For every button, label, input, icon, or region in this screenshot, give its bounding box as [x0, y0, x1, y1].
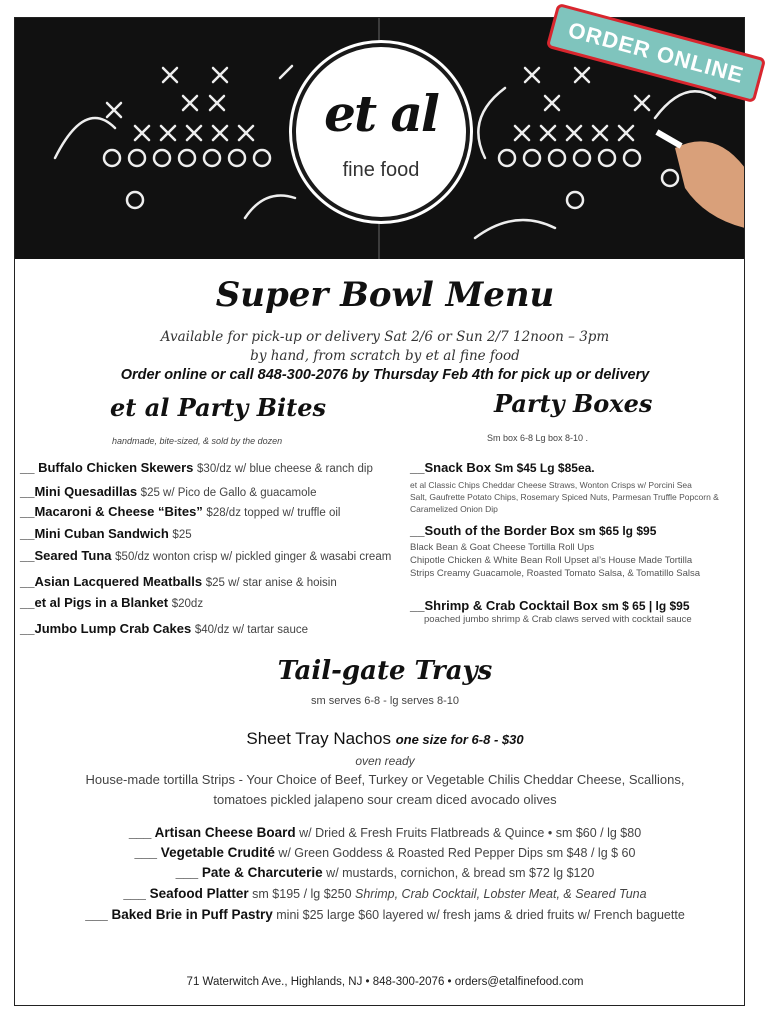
snack-box-item: __Snack Box Sm $45 Lg $85ea.: [410, 460, 595, 475]
list-item: __et al Pigs in a Blanket $20dz: [20, 595, 204, 610]
list-item: ___ Artisan Cheese Board w/ Dried & Fresh Fruits Flatbreads & Quince • sm $60 / lg $80: [128, 825, 642, 840]
shrimp-crab-box-item: __Shrimp & Crab Cocktail Box sm $ 65 | lg $95: [410, 598, 690, 613]
order-instructions: Order online or call 848-300-2076 by Thursday Feb 4th for pick up or delivery: [120, 367, 650, 383]
by-hand-text: by hand, from scratch by et al fine food: [250, 348, 520, 364]
list-item: __ Buffalo Chicken Skewers $30/dz w/ blue cheese & ranch dip: [20, 460, 373, 475]
list-item: ___ Baked Brie in Puff Pastry mini $25 large $60 layered w/ fresh jams & dried fruits w/ French baguette: [85, 907, 685, 922]
list-item: __Macaroni & Cheese “Bites” $28/dz topped w/ truffle oil: [20, 504, 341, 519]
nachos-toppings-text: tomatoes pickled jalapeno sour cream diced avocado olives: [213, 792, 557, 807]
oven-ready-text: oven ready: [355, 754, 415, 768]
tailgate-title: Tail-gate Trays: [277, 656, 493, 686]
nachos-heading: Sheet Tray Nachos one size for 6-8 - $30: [246, 729, 524, 748]
snack-box-desc: et al Classic Chips Cheddar Cheese Straws, Wonton Crisps w/ Porcini Sea Salt, Gaufrette Potato Chips, Rosemary Spiced Nuts, Parmesan Truffle Popcorn & Caramelized Onion Dip: [410, 480, 719, 514]
list-item: __Mini Cuban Sandwich $25: [20, 526, 192, 541]
party-bites-note: handmade, bite-sized, & sold by the dozen: [112, 436, 283, 446]
logo-main: et al: [324, 84, 438, 143]
list-item: __Mini Quesadillas $25 w/ Pico de Gallo & guacamole: [20, 484, 317, 499]
availability-text: Available for pick-up or delivery Sat 2/6 or Sun 2/7 12noon – 3pm: [160, 329, 610, 345]
shrimp-crab-box-desc: poached jumbo shrimp & Crab claws served with cocktail sauce: [424, 614, 692, 625]
nachos-chili-text: House-made tortilla Strips - Your Choice of Beef, Turkey or Vegetable Chilis Cheddar Cheese, Scallions,: [85, 772, 685, 787]
list-item: __Seared Tuna $50/dz wonton crisp w/ pickled ginger & wasabi cream: [20, 548, 392, 563]
list-item: ___ Vegetable Crudité w/ Green Goddess & Roasted Red Pepper Dips sm $48 / lg $ 60: [134, 845, 636, 860]
menu-title: Super Bowl Menu: [215, 275, 555, 315]
south-border-box-item: __South of the Border Box sm $65 lg $95: [410, 523, 657, 538]
tailgate-sub: sm serves 6-8 - lg serves 8-10: [311, 695, 459, 707]
south-border-box-desc: Black Bean & Goat Cheese Tortilla Roll Ups Chipotle Chicken & White Bean Roll Upset al’s House Made Tortilla Strips Creamy Guacamole, Roasted Tomato Salsa, & Tomatillo Salsa: [410, 542, 701, 579]
list-item: ___ Seafood Platter sm $195 / lg $250 Shrimp, Crab Cocktail, Lobster Meat, & Seared Tuna: [123, 886, 647, 901]
party-boxes-title: Party Boxes: [494, 389, 653, 418]
list-item: __Asian Lacquered Meatballs $25 w/ star anise & hoisin: [20, 574, 337, 589]
party-boxes-note: Sm box 6-8 Lg box 8-10 .: [487, 433, 589, 443]
list-item: ___ Pate & Charcuterie w/ mustards, cornichon, & bread sm $72 lg $120: [175, 865, 595, 880]
footer-contact: 71 Waterwitch Ave., Highlands, NJ • 848-300-2076 • orders@etalfinefood.com: [186, 976, 584, 988]
order-online-button[interactable]: ORDER ONLINE: [546, 3, 767, 103]
party-bites-title: et al Party Bites: [110, 393, 326, 422]
logo-sub: fine food: [342, 159, 420, 181]
logo: [292, 43, 470, 221]
list-item: __Jumbo Lump Crab Cakes $40/dz w/ tartar sauce: [20, 621, 308, 636]
